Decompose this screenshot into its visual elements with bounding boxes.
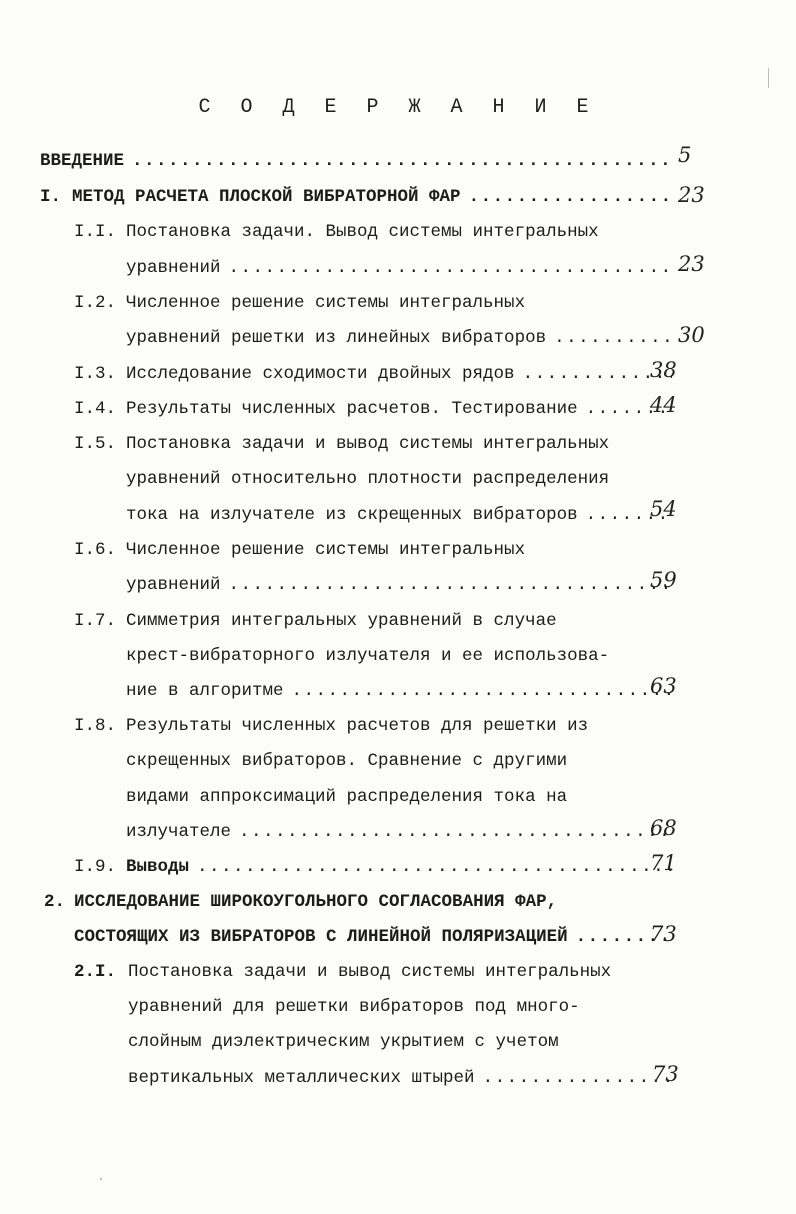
toc-entry-title: Симметрия интегральных уравнений в случае [126,611,557,631]
toc-entry-1-4 [74,394,676,424]
toc-entry-title: уравнений решетки из линейных вибраторов [126,328,547,348]
dot-leader [239,817,672,847]
toc-entry-number: I.6. [74,540,117,560]
toc-entry-number: 2.I. [74,962,117,982]
toc-page-number: 54 [650,497,677,521]
toc-entry-title: уравнений для решетки вибраторов под много- [128,997,580,1017]
toc-page-number: 44 [650,393,677,417]
toc-entry-number: I. [40,187,62,207]
toc-entry-1-8 [74,711,588,741]
toc-page-number: 71 [650,851,677,875]
toc-entry-number: I.I. [74,222,117,242]
scan-mark [100,1178,102,1180]
toc-entry-chapter-2-cont [74,922,676,952]
toc-entry-1-1 [74,217,599,247]
toc-entry-title: ИССЛЕДОВАНИЕ ШИРОКОУГОЛЬНОГО СОГЛАСОВАНИЯ ФАР, [74,892,558,912]
dot-leader [197,852,672,882]
toc-entry-number: 2. [44,892,66,912]
toc-entry-title: уравнений [126,258,221,278]
toc-entry-title: видами аппроксимаций распределения тока на [126,787,568,807]
toc-entry-1-7 [74,606,557,636]
toc-entry-1-5-cont [126,500,676,530]
toc-entry-number: I.8. [74,716,117,736]
toc-entry-title: вертикальных металлических штырей [128,1068,475,1088]
toc-entry-1-8-cont [126,782,567,812]
toc-entry-2-1 [74,957,611,987]
toc-page-number: 5 [678,143,692,167]
toc-entry-number: I.7. [74,611,117,631]
toc-entry-number: I.4. [74,399,117,419]
dot-leader [483,1063,672,1093]
toc-entry-title: уравнений [126,575,221,595]
toc-entry-number: I.3. [74,364,117,384]
toc-entry-title: слойным диэлектрическим укрытием с учетом [128,1032,559,1052]
toc-entry-title: Результаты численных расчетов. Тестирование [126,399,578,419]
toc-page-number: 63 [650,674,677,698]
toc-entry-1-5-cont [126,464,609,494]
toc-entry-1-7-cont [126,676,676,706]
toc-entry-title: тока на излучателе из скрещенных вибраторов [126,505,578,525]
dot-leader [469,182,672,212]
toc-entry-title: Результаты численных расчетов для решетки из [126,716,589,736]
dot-leader [132,146,672,176]
toc-entry-title: СОСТОЯЩИХ ИЗ ВИБРАТОРОВ С ЛИНЕЙНОЙ ПОЛЯРИЗАЦИЕЙ [74,927,568,947]
dot-leader [292,676,672,706]
toc-page-number: 30 [678,323,705,347]
toc-entry-number: I.2. [74,293,117,313]
toc-entry-title: Постановка задачи и вывод системы интегральных [126,434,610,454]
toc-entry-chapter-1 [40,182,676,212]
toc-entry-number: I.5. [74,434,117,454]
toc-entry-title: крест-вибраторного излучателя и ее использова- [126,646,610,666]
toc-page-number: 59 [650,568,677,592]
toc-entry-1-1-cont [126,253,676,283]
toc-entry-title: Постановка задачи и вывод системы интегральных [128,962,612,982]
toc-entry-title: ВВЕДЕНИЕ [40,151,125,171]
toc-entry-1-9 [74,852,676,882]
toc-page-number: 38 [650,358,677,382]
toc-page-number: 73 [650,922,677,946]
toc-entry-title: Исследование сходимости двойных рядов [126,364,515,384]
page-title: С О Д Е Р Ж А Н И Е [198,96,598,119]
toc-entry-2-1-cont [128,1063,676,1093]
toc-entry-title: ние в алгоритме [126,681,284,701]
toc-entry-title: уравнений относительно плотности распределения [126,469,610,489]
toc-page-number: 23 [678,183,705,207]
dot-leader [229,570,672,600]
toc-entry-2-1-cont [128,992,580,1022]
toc-entry-number: I.9. [74,857,117,877]
toc-entry-introduction [40,146,676,176]
toc-page-number: 23 [678,252,705,276]
toc-page-number: 73 [652,1062,679,1086]
toc-entry-1-6-cont [126,570,676,600]
dot-leader [229,253,672,283]
toc-entry-1-8-cont [126,746,567,776]
toc-entry-title: скрещенных вибраторов. Сравнение с другими [126,751,568,771]
toc-entry-1-2-cont [126,323,676,353]
scan-mark [768,68,769,88]
toc-entry-title: Численное решение системы интегральных [126,540,526,560]
toc-page-number: 68 [650,816,677,840]
toc-entry-1-5 [74,429,609,459]
toc-entry-title: МЕТОД РАСЧЕТА ПЛОСКОЙ ВИБРАТОРНОЙ ФАР [72,187,461,207]
toc-entry-1-6 [74,535,525,565]
toc-entry-chapter-2 [44,887,557,917]
toc-entry-title: Постановка задачи. Вывод системы интегральных [126,222,599,242]
toc-entry-1-7-cont [126,641,609,671]
toc-entry-title: излучателе [126,822,232,842]
toc-entry-title: Численное решение системы интегральных [126,293,526,313]
toc-entry-title: Выводы [126,857,190,877]
toc-entry-1-2 [74,288,525,318]
toc-entry-1-3 [74,359,676,389]
toc-entry-2-1-cont [128,1027,559,1057]
toc-entry-1-8-cont [126,817,676,847]
dot-leader [554,323,672,353]
